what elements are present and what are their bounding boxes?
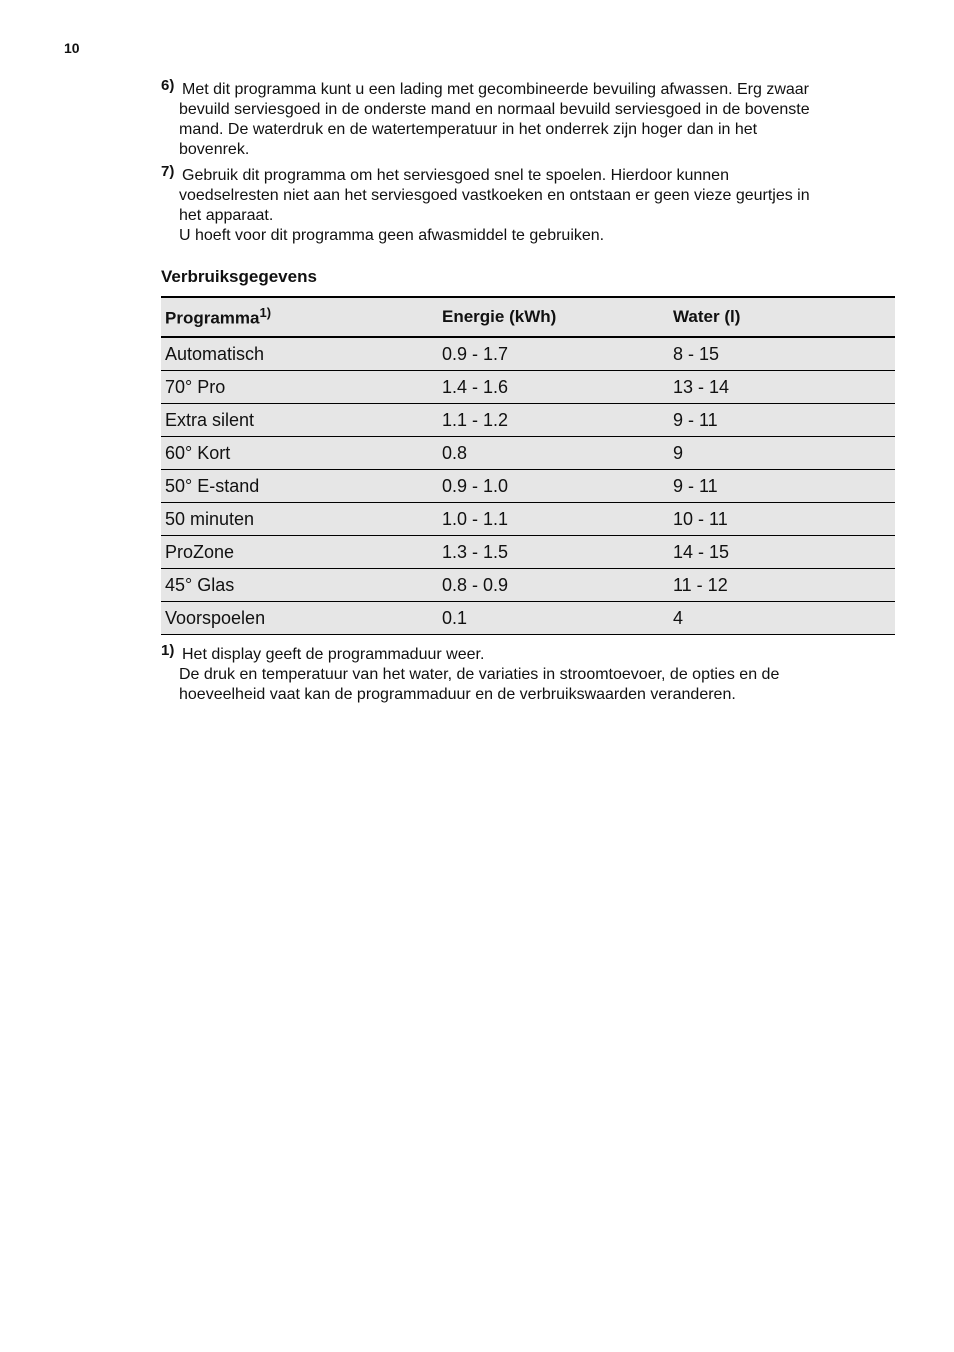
cell-energie: 1.1 - 1.2 [438, 404, 669, 437]
cell-programma: Voorspoelen [161, 602, 438, 635]
column-header-programma: Programma$^{1)}$ [161, 297, 438, 337]
column-header-water: Water (l) [669, 297, 895, 337]
page-content [161, 77, 895, 711]
table-row [161, 602, 895, 635]
footnote-6 [161, 77, 895, 160]
cell-water: 14 - 15 [669, 536, 895, 569]
cell-programma: Automatisch [161, 337, 438, 371]
footnote-line: bovenrek. [179, 141, 250, 158]
cell-energie: 0.8 [438, 437, 669, 470]
table-row [161, 503, 895, 536]
page-number: 10 [64, 40, 80, 56]
cell-water: 10 - 11 [669, 503, 895, 536]
footnote-reference: 1) [259, 305, 272, 321]
footnote-7 [161, 163, 895, 246]
cell-energie: 0.1 [438, 602, 669, 635]
cell-energie: 0.8 - 0.9 [438, 569, 669, 602]
footnote-line: hoeveelheid vaat kan de programmaduur en de verbruikswaarden veranderen. [179, 686, 736, 703]
cell-programma: ProZone [161, 536, 438, 569]
footnote-line: De druk en temperatuur van het water, de variaties in stroomtoevoer, de opties en de [179, 666, 780, 683]
cell-water: 8 - 15 [669, 337, 895, 371]
table-row [161, 536, 895, 569]
table-footnote [161, 642, 895, 705]
cell-energie: 0.9 - 1.7 [438, 337, 669, 371]
cell-energie: 1.4 - 1.6 [438, 371, 669, 404]
footnote-line: bevuild serviesgoed in de onderste mand en normaal bevuild serviesgoed in de bovenste [179, 101, 810, 118]
column-header-energie: Energie (kWh) [438, 297, 669, 337]
footnote-line: Met dit programma kunt u een lading met gecombineerde bevuiling afwassen. Erg zwaar [182, 81, 809, 98]
cell-water: 13 - 14 [669, 371, 895, 404]
cell-programma: 60° Kort [161, 437, 438, 470]
table-row [161, 371, 895, 404]
section-title: Verbruiksgegevens [161, 267, 317, 286]
cell-programma: 50 minuten [161, 503, 438, 536]
cell-energie: 1.0 - 1.1 [438, 503, 669, 536]
table-row [161, 470, 895, 503]
consumption-table [161, 296, 895, 635]
table-row [161, 569, 895, 602]
footnote-line: Het display geeft de programmaduur weer. [182, 646, 485, 663]
table-row [161, 404, 895, 437]
footnote-mark: 7) [161, 163, 175, 180]
table-header-row [161, 297, 895, 337]
cell-programma: 50° E-stand [161, 470, 438, 503]
cell-programma: 70° Pro [161, 371, 438, 404]
footnote-mark: 6) [161, 77, 175, 94]
table-row [161, 437, 895, 470]
footnote-line: mand. De waterdruk en de watertemperatuur in het onderrek zijn hoger dan in het [179, 121, 758, 138]
cell-water: 11 - 12 [669, 569, 895, 602]
cell-programma: 45° Glas [161, 569, 438, 602]
cell-programma: Extra silent [161, 404, 438, 437]
footnote-line: U hoeft voor dit programma geen afwasmiddel te gebruiken. [179, 227, 605, 244]
footnote-line: het apparaat. [179, 207, 274, 224]
cell-water: 9 - 11 [669, 404, 895, 437]
cell-water: 9 - 11 [669, 470, 895, 503]
cell-water: 4 [669, 602, 895, 635]
cell-energie: 1.3 - 1.5 [438, 536, 669, 569]
cell-energie: 0.9 - 1.0 [438, 470, 669, 503]
cell-water: 9 [669, 437, 895, 470]
table-row [161, 337, 895, 371]
footnote-mark: 1) [161, 642, 175, 659]
footnote-line: voedselresten niet aan het serviesgoed vastkoeken en ontstaan er geen vieze geurtjes in [179, 187, 810, 204]
footnote-line: Gebruik dit programma om het serviesgoed snel te spoelen. Hierdoor kunnen [182, 167, 729, 184]
